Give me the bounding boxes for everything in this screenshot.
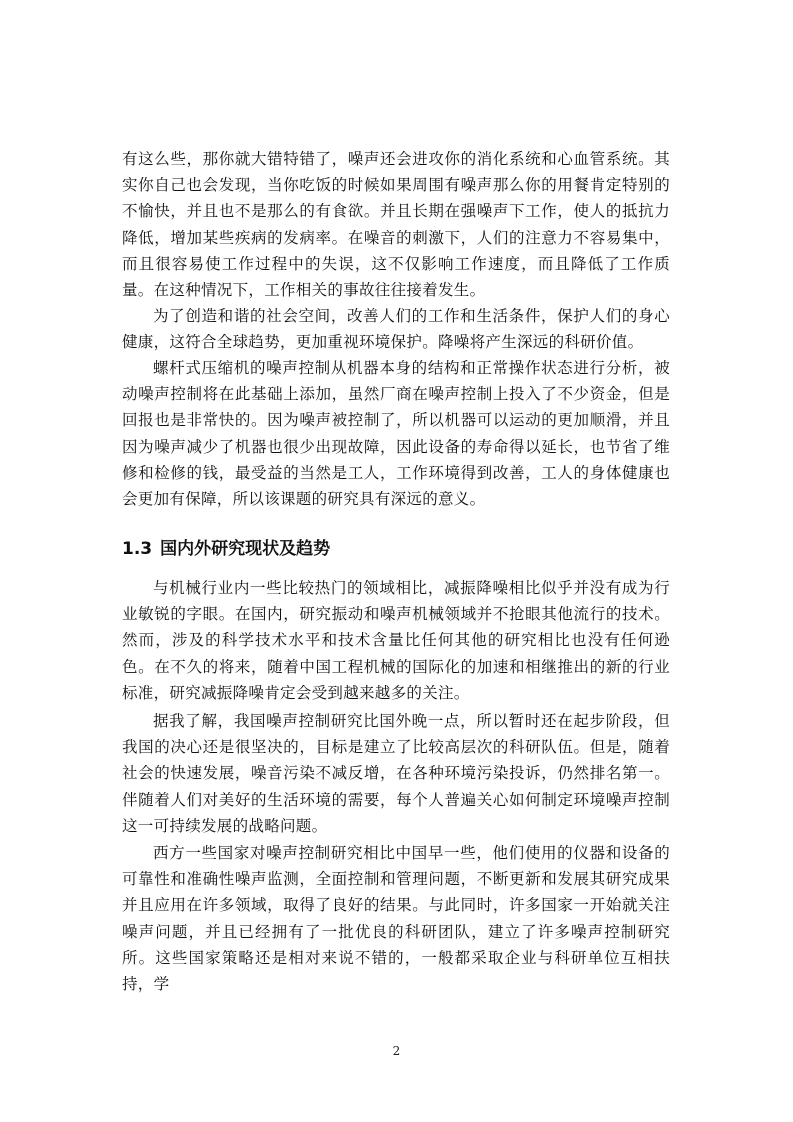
paragraph: 为了创造和谐的社会空间，改善人们的工作和生活条件，保护人们的身心健康，这符合全球趋势，更加重视环境保护。降噪将产生深远的科研价值。 [122,307,670,352]
paragraph: 据我了解，我国噪声控制研究比国外晚一点，所以暂时还在起步阶段，但我国的决心还是很坚决的，目标是建立了比较高层次的科研队伍。但是，随着社会的快速发展，噪音污染不减反增，在各种环境污染投诉，仍然排名第一。伴随着人们对美好的生活环境的需要，每个人普遍关心如何制定环境噪声控制这一可持续发展的战略问题。 [122,712,670,835]
paragraph: 螺杆式压缩机的噪声控制从机器本身的结构和正常操作状态进行分析，被动噪声控制将在此基础上添加，虽然厂商在噪声控制上投入了不少资金，但是回报也是非常快的。因为噪声被控制了，所以机器可以运动的更加顺滑，并且因为噪声减少了机器也很少出现故障，因此设备的寿命得以延长，也节省了维修和检修的钱，最受益的当然是工人，工作环境得到改善，工人的身体健康也会更加有保障，所以该课题的研究具有深远的意义。 [122,359,670,509]
page-number: 2 [392,1044,401,1058]
paragraph: 西方一些国家对噪声控制研究相比中国早一些，他们使用的仪器和设备的可靠性和准确性噪声监测，全面控制和管理问题，不断更新和发展其研究成果并且应用在许多领域，取得了良好的结果。与此同时，许多国家一开始就关注噪声问题，并且已经拥有了一批优良的科研团队，建立了许多噪声控制研究所。这些国家策略还是相对来说不错的，一般都采取企业与科研单位互相扶持，学 [122,844,670,994]
section-number: 1.3 [122,539,153,559]
section-heading [122,536,330,562]
paragraph: 与机械行业内一些比较热门的领域相比，减振降噪相比似乎并没有成为行业敏锐的字眼。在国内，研究振动和噪声机械领域并不抢眼其他流行的技术。然而，涉及的科学技术水平和技术含量比任何其他的研究相比也没有任何逊色。在不久的将来，随着中国工程机械的国际化的加速和相继推出的新的行业标准，研究减振降噪肯定会受到越来越多的关注。 [122,579,670,702]
paragraph-continued: 有这么些，那你就大错特错了，噪声还会进攻你的消化系统和心血管系统。其实你自己也会发现，当你吃饭的时候如果周围有噪声那么你的用餐肯定特别的不愉快，并且也不是那么的有食欲。并且长期在强噪声下工作，使人的抵抗力降低，增加某些疾病的发病率。在噪音的刺激下，人们的注意力不容易集中，而且很容易使工作过程中的失误，这不仅影响工作速度，而且降低了工作质量。在这种情况下，工作相关的事故往往接着发生。 [122,150,670,300]
section-title: 国内外研究现状及趋势 [160,539,331,559]
